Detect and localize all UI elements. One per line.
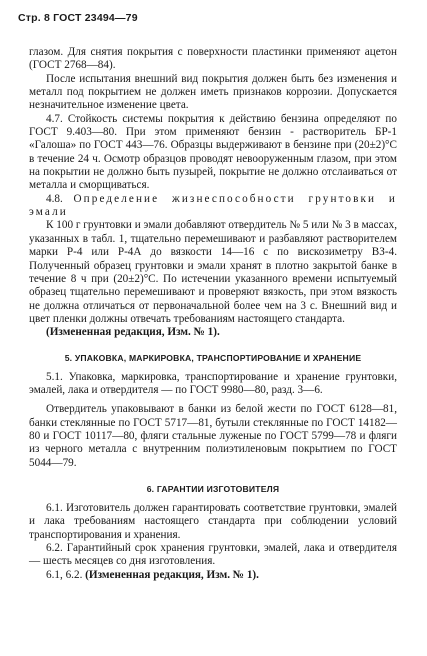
clause-6-2: 6.2. Гарантийный срок хранения грунтовки, эмалей, лака и отвердителя — шесть месяцев со дня изготовления.: [29, 542, 397, 568]
clause-title: Определение жизнеспособности грунтовки и эмали: [29, 192, 397, 219]
clause-4-8-title: [29, 193, 397, 220]
clause-5-1: 5.1. Упаковка, маркировка, транспортирование и хранение грунтовки, эмалей, лака и отвердителя — по ГОСТ 9980—80, разд. 3—6.: [29, 370, 397, 396]
amendment-note-6: [29, 569, 397, 582]
amendment-note: (Измененная редакция, Изм. № 1).: [46, 326, 220, 339]
clause-4-8-text: К 100 г грунтовки и эмали добавляют отвердитель № 5 или № 3 в массах, указанных в табл. 1, тщательно перемешивают и разбавляют растворителем марки Р-4 или Р-4А до вязкости 14—16 с по вискозиметру ВЗ-4. Полученный образец грунтовки и эмали хранят в плотно закрытой банке в течение 8 ч при (20±2)°С. По истечении указанного времени испытуемый образец тщательно перемешивают и проверяют вязкость, при этом вязкость не должна отличаться от первоначальной более чем на 3 с. Внешний вид и цвет пленки должны отвечать требованиям настоящего стандарта.: [29, 219, 397, 325]
section-6-heading: 6. ГАРАНТИИ ИЗГОТОВИТЕЛЯ: [146, 483, 280, 494]
section-5-heading: 5. УПАКОВКА, МАРКИРОВКА, ТРАНСПОРТИРОВАНИЕ И ХРАНЕНИЕ: [64, 352, 362, 363]
clause-number: 6.1, 6.2.: [46, 568, 86, 581]
clause-5-1-packaging: Отвердитель упаковывают в банки из белой жести по ГОСТ 6128—81, банки стеклянные по ГОСТ 5717—81, бутыли стеклянные по ГОСТ 14182—80 и ГОСТ 10117—80, фляги стальные луженые по ГОСТ 5799—78 и фляги из черного металла с внутренним полиэтиленовым покрытием по ГОСТ 5044—79.: [29, 403, 397, 469]
page-body: [29, 46, 397, 582]
amendment-text: (Измененная редакция, Изм. № 1).: [85, 568, 259, 581]
page-header: Стр. 8 ГОСТ 23494—79: [18, 12, 138, 24]
paragraph-continuation: глазом. Для снятия покрытия с поверхности пластинки применяют ацетон (ГОСТ 2768—84).: [29, 46, 397, 72]
paragraph-inspection-result: После испытания внешний вид покрытия должен быть без изменения и металл под покрытием не должен иметь признаков коррозии. Допускается незначительное изменение цвета.: [29, 72, 397, 112]
clause-6-1: 6.1. Изготовитель должен гарантировать соответствие грунтовки, эмалей и лака требованиям настоящего стандарта при соблюдении условий транспортирования и хранения.: [29, 501, 397, 541]
clause-number: 4.8.: [46, 192, 74, 205]
clause-4-7: 4.7. Стойкость системы покрытия к действию бензина определяют по ГОСТ 9.403—80. При этом применяют бензин - растворитель БР-1 «Галоша» по ГОСТ 443—76. Образцы выдерживают в бензине при (20±2)°С в течение 24 ч. Осмотр образцов проводят невооруженным глазом, при этом на покрытии не должно быть пузырей, покрытие не должно отслаиваться от металла и сморщиваться.: [29, 112, 397, 192]
